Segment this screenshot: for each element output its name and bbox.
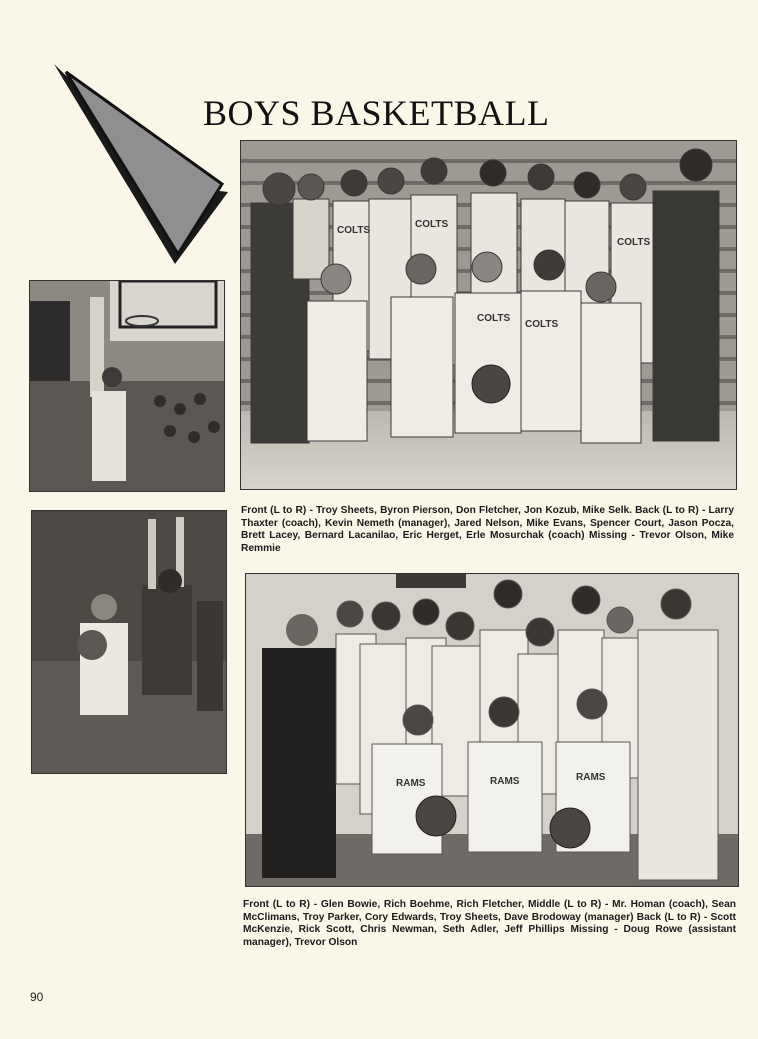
colts-team-photo: [240, 140, 737, 490]
page-title: BOYS BASKETBALL: [203, 93, 550, 133]
jersey-text: COLTS: [337, 225, 371, 236]
jersey-text: RAMS: [576, 772, 606, 783]
jersey-text: COLTS: [525, 319, 559, 330]
rams-team-photo: [245, 573, 739, 887]
jersey-text: RAMS: [490, 776, 520, 787]
pennant-graphic: [50, 58, 235, 268]
action-photo-dunk: [29, 280, 225, 492]
jersey-text: COLTS: [617, 237, 651, 248]
caption-rams-team: Front (L to R) - Glen Bowie, Rich Boehme, Rich Fletcher, Middle (L to R) - Mr. Homan (coach), Sean McClimans, Troy Parker, Cory Edwards, Troy Sheets, Dave Brodoway (manager) Back (L to R) - Scott McKenzie, Rick Scott, Chris Newman, Seth Adler, Jeff Phillips Missing - Doug Rowe (assistant manager), Trevor Olson: [243, 899, 736, 948]
jersey-text: COLTS: [477, 313, 511, 324]
caption-colts-team: Front (L to R) - Troy Sheets, Byron Pierson, Don Fletcher, Jon Kozub, Mike Selk. Back (L to R) - Larry Thaxter (coach), Kevin Nemeth (manager), Jared Nelson, Mike Evans, Spencer Court, Jason Pocza, Brett Lacey, Bernard Lacanilao, Eric Herget, Erle Mosurchak (coach) Missing - Trevor Olson, Mike Remmie: [241, 505, 734, 554]
jersey-text: COLTS: [415, 219, 449, 230]
page-number: 90: [30, 990, 44, 1004]
action-photo-defense: [31, 510, 227, 774]
jersey-text: RAMS: [396, 778, 426, 789]
